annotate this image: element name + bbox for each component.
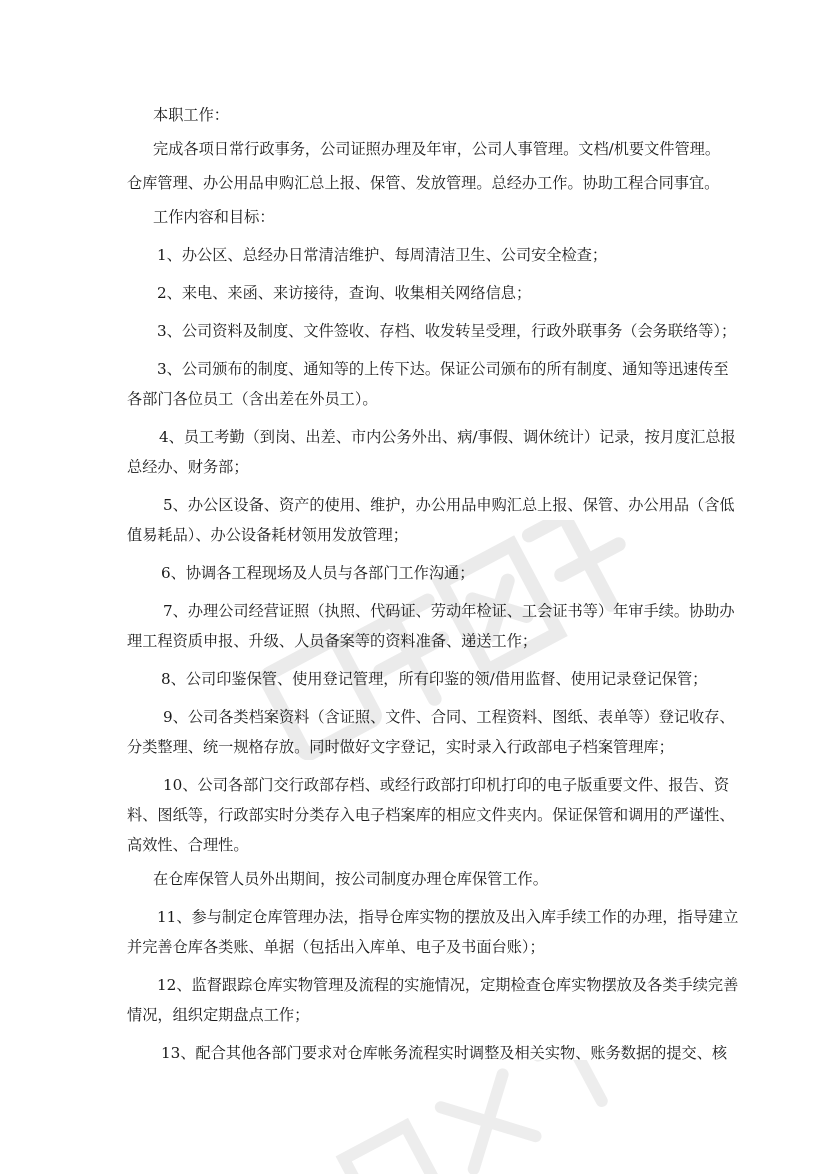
item-13-line-1: 13、配合其他各部门要求对仓库帐务流程实时调整及相关实物、账务数据的提交、核 — [161, 1044, 728, 1062]
duties-line-2: 仓库管理、办公用品申购汇总上报、保管、发放管理。总经办工作。协助工程合同事宜。 — [127, 174, 720, 192]
item-5-line-2: 值易耗品）、办公设备耗材领用发放管理； — [127, 526, 408, 544]
item-7-line-1: 7、办理公司经营证照（执照、代码证、劳动年检证、工会证书等）年审手续。协助办 — [163, 602, 735, 620]
item-10-line-3: 高效性、合理性。 — [127, 836, 249, 854]
item-2: 2、来电、来函、来访接待，查询、收集相关网络信息； — [157, 284, 532, 302]
item-9-line-2: 分类整理、统一规格存放。同时做好文字登记，实时录入行政部电子档案管理库； — [127, 738, 674, 756]
item-11-line-2: 并完善仓库各类账、单据（包括出入库单、电子及书面台账）； — [127, 938, 545, 956]
warehouse-note: 在仓库保管人员外出期间，按公司制度办理仓库保管工作。 — [153, 870, 548, 888]
section-title-duties: 本职工作： — [153, 106, 229, 124]
watermark-lower-icon — [300, 1060, 660, 1174]
duties-line-1: 完成各项日常行政事务，公司证照办理及年审，公司人事管理。文档/机要文件管理。 — [153, 140, 721, 158]
item-4-line-2: 总经办、财务部； — [127, 458, 249, 476]
item-7-line-2: 理工程资质申报、升级、人员备案等的资料准备、递送工作； — [127, 632, 538, 650]
item-11-line-1: 11、参与制定仓库管理办法，指导仓库实物的摆放及出入库手续工作的办理，指导建立 — [157, 908, 739, 926]
item-6: 6、协调各工程现场及人员与各部门工作沟通； — [161, 564, 475, 582]
item-3b-line-1: 3、公司颁布的制度、通知等的上传下达。保证公司颁布的所有制度、通知等迅速传至 — [157, 360, 729, 378]
item-10-line-2: 料、图纸等，行政部实时分类存入电子档案库的相应文件夹内。保证保管和调用的严谨性、 — [127, 806, 735, 824]
section-title-content: 工作内容和目标： — [153, 208, 275, 226]
item-4-line-1: 4、员工考勤（到岗、出差、市内公务外出、病/事假、调休统计）记录，按月度汇总报 — [159, 428, 736, 446]
item-5-line-1: 5、办公区设备、资产的使用、维护，办公用品申购汇总上报、保管、办公用品（含低 — [163, 496, 735, 514]
item-3b-line-2: 各部门各位员工（含出差在外员工）。 — [127, 390, 378, 408]
item-3a: 3、公司资料及制度、文件签收、存档、收发转呈受理，行政外联事务（会务联络等）； — [157, 322, 737, 340]
item-1: 1、办公区、总经办日常清洁维护、每周清洁卫生、公司安全检查； — [157, 246, 608, 264]
document-body — [127, 100, 739, 1068]
item-9-line-1: 9、公司各类档案资料（含证照、文件、合同、工程资料、图纸、表单等）登记收存、 — [163, 708, 735, 726]
item-12-line-2: 情况，组织定期盘点工作； — [127, 1006, 310, 1024]
item-8: 8、公司印鉴保管、使用登记管理，所有印鉴的领/借用监督、使用记录登记保管； — [161, 670, 708, 688]
item-10-line-1: 10、公司各部门交行政部存档、或经行政部打印机打印的电子版重要文件、报告、资 — [163, 776, 730, 794]
item-12-line-1: 12、监督跟踪仓库实物管理及流程的实施情况，定期检查仓库实物摆放及各类手续完善 — [157, 976, 739, 994]
